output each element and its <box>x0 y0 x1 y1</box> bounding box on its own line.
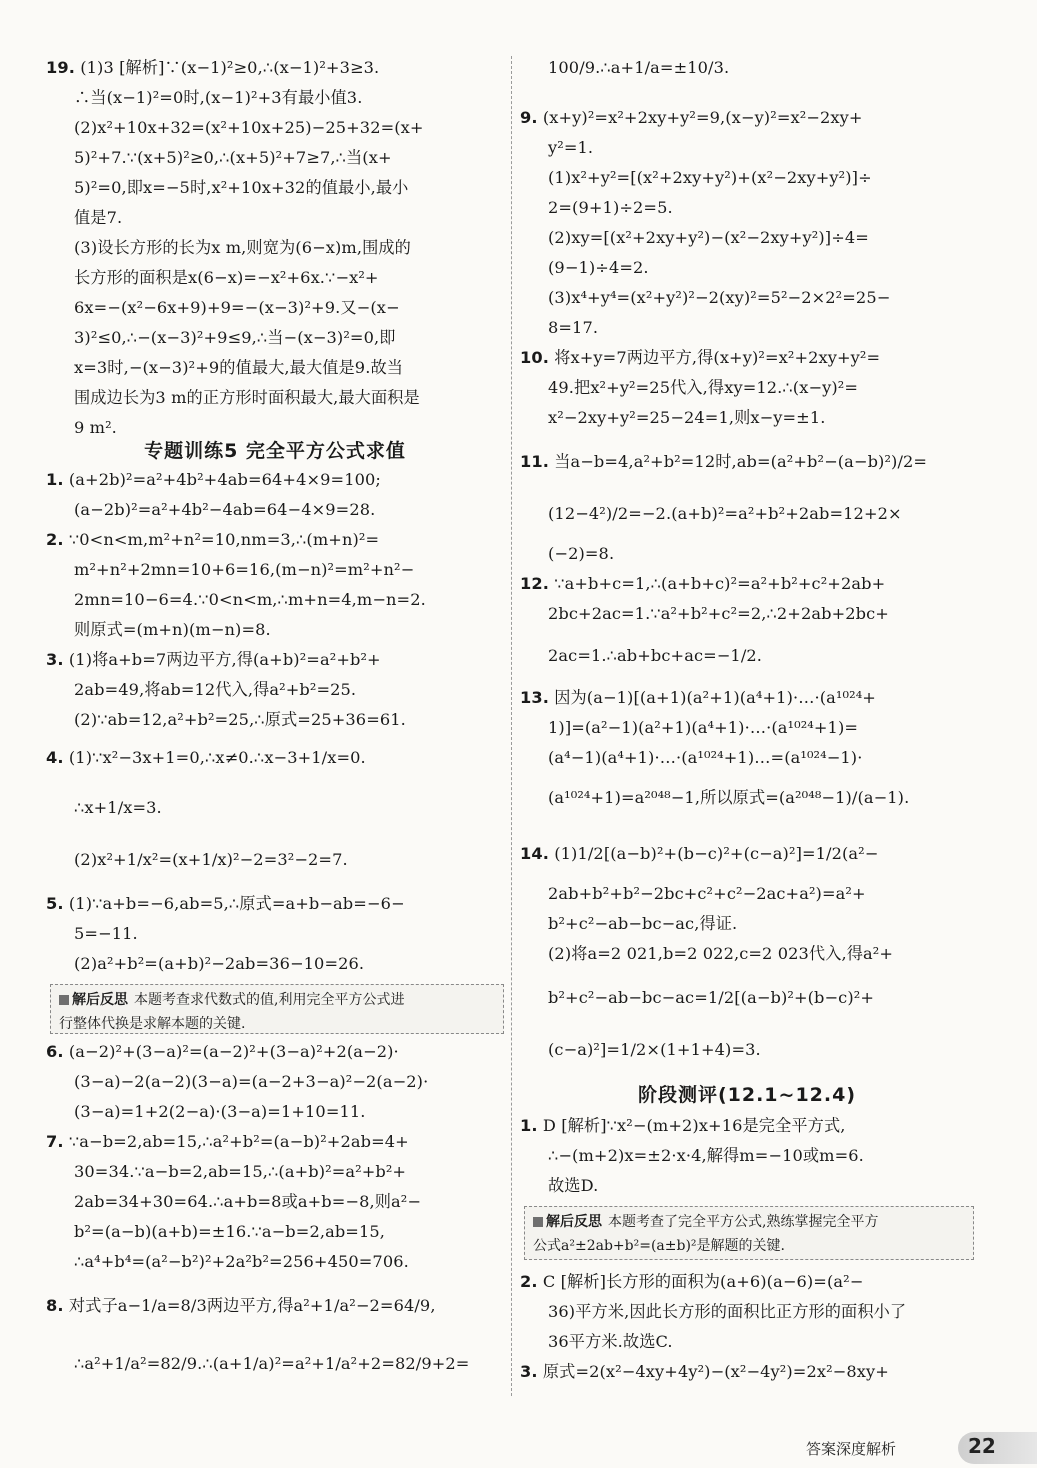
answer-text: b²+c²−ab−bc−ac=1/2[(a−b)²+(b−c)²+ <box>548 988 874 1007</box>
answer-text: (1)x²+y²=[(x²+2xy+y²)+(x²−2xy+y²)]÷ <box>548 168 872 187</box>
answer-text: 100/9.∴a+1/a=±10/3. <box>548 58 730 77</box>
answer-text: (a⁴−1)(a⁴+1)·…·(a¹⁰²⁴+1)…=(a¹⁰²⁴−1)· <box>548 748 863 767</box>
answer-line <box>520 688 876 708</box>
answer-text: 36平方米.故选C. <box>548 1332 673 1351</box>
answer-text: ∴a²+1/a²=82/9.∴(a+1/a)²=a²+1/a²+2=82/9+2= <box>74 1354 470 1373</box>
answer-line <box>548 228 869 248</box>
answer-line <box>520 844 878 864</box>
answer-text: (a−2)²+(3−a)²=(a−2)²+(3−a)²+2(a−2)· <box>68 1042 399 1061</box>
answer-line <box>74 238 411 258</box>
column-divider <box>511 56 512 1396</box>
answer-line <box>74 1222 385 1242</box>
answer-line <box>548 318 598 338</box>
answer-text: (1)3 [解析]∵(x−1)²≥0,∴(x−1)²+3≥3. <box>80 58 380 77</box>
answer-line <box>548 288 890 308</box>
answer-line <box>520 1116 846 1136</box>
question-number: 6. <box>46 1042 64 1061</box>
answer-text: ∵a+b+c=1,∴(a+b+c)²=a²+b²+c²+2ab+ <box>554 574 886 593</box>
answer-line <box>74 1192 421 1212</box>
answer-line <box>74 798 162 818</box>
answer-text: (3)设长方形的长为x m,则宽为(6−x)m,围成的 <box>74 238 411 257</box>
question-number: 2. <box>46 530 64 549</box>
question-number: 13. <box>520 688 549 707</box>
answer-text: 8=17. <box>548 318 599 337</box>
answer-line <box>46 58 379 78</box>
question-number: 1. <box>46 470 64 489</box>
answer-text: ∴−(m+2)x=±2·x·4,解得m=−10或m=6. <box>548 1146 864 1165</box>
answer-line <box>74 328 396 348</box>
section-title-stage-test: 阶段测评(12.1~12.4) <box>637 1084 857 1106</box>
answer-text: 3)²≤0,∴−(x−3)²+9≤9,∴当−(x−3)²=0,即 <box>74 328 396 347</box>
answer-text: 2bc+2ac=1.∵a²+b²+c²=2,∴2+2ab+2bc+ <box>548 604 889 623</box>
answer-line <box>74 148 392 168</box>
answer-text: (12−4²)/2=−2.(a+b)²=a²+b²+2ab=12+2× <box>548 504 902 523</box>
answer-line <box>548 168 872 188</box>
answer-text: ∴a⁴+b⁴=(a²−b²)²+2a²b²=256+450=706. <box>74 1252 409 1271</box>
answer-text: y²=1. <box>548 138 594 157</box>
question-number: 11. <box>520 452 549 471</box>
answer-line <box>74 418 117 438</box>
answer-line <box>74 620 271 640</box>
answer-text: (a+2b)²=a²+4b²+4ab=64+4×9=100; <box>68 470 381 489</box>
answer-text: (3)x⁴+y⁴=(x²+y²)²−2(xy)²=5²−2×2²=25− <box>548 288 891 307</box>
answer-text: 5=−11. <box>74 924 138 943</box>
question-number: 12. <box>520 574 549 593</box>
answer-line <box>74 118 424 138</box>
answer-text: (1)∵a+b=−6,ab=5,∴原式=a+b−ab=−6− <box>68 894 405 913</box>
answer-line <box>548 198 673 218</box>
answer-text: 5)²=0,即x=−5时,x²+10x+32的值最小,最小 <box>74 178 409 197</box>
answer-text: 则原式=(m+n)(m−n)=8. <box>74 620 271 639</box>
answer-text: (2)∵ab=12,a²+b²=25,∴原式=25+36=61. <box>74 710 406 729</box>
answer-text: (a−2b)²=a²+4b²−4ab=64−4×9=28. <box>74 500 376 519</box>
answer-line <box>520 1272 863 1292</box>
answer-line <box>74 500 375 520</box>
question-number: 10. <box>520 348 549 367</box>
answer-line <box>548 944 893 964</box>
answer-text: (2)a²+b²=(a+b)²−2ab=36−10=26. <box>74 954 365 973</box>
answer-text: (x+y)²=x²+2xy+y²=9,(x−y)²=x²−2xy+ <box>542 108 863 127</box>
answer-line <box>520 1362 889 1382</box>
answer-text: m²+n²+2mn=10+6=16,(m−n)²=m²+n²− <box>74 560 415 579</box>
answer-line <box>46 748 366 768</box>
answer-line <box>548 504 902 524</box>
answer-line <box>74 1354 469 1374</box>
reflection-note: 解后反思 本题考查了完全平方公式,熟练掌握完全平方 公式a²±2ab+b²=(a±b)²是解题的关键. <box>524 1206 974 1260</box>
answer-text: 故选D. <box>548 1176 599 1195</box>
answer-text: ∵a−b=2,ab=15,∴a²+b²=(a−b)²+2ab=4+ <box>68 1132 409 1151</box>
answer-text: 围成边长为3 m的正方形时面积最大,最大面积是 <box>74 388 420 407</box>
answer-line <box>74 924 138 944</box>
answer-text: 2ab+b²+b²−2bc+c²+c²−2ac+a²)=a²+ <box>548 884 866 903</box>
question-number: 9. <box>520 108 538 127</box>
answer-text: 值是7. <box>74 208 123 227</box>
question-number: 4. <box>46 748 64 767</box>
answer-text: 1)]=(a²−1)(a²+1)(a⁴+1)·…·(a¹⁰²⁴+1)= <box>548 718 859 737</box>
answer-line <box>46 894 405 914</box>
answer-line <box>74 208 122 228</box>
answer-text: (9−1)÷4=2. <box>548 258 649 277</box>
answer-line <box>548 914 737 934</box>
answer-line <box>74 358 403 378</box>
question-number: 19. <box>46 58 75 77</box>
answer-line <box>74 1072 428 1092</box>
question-number: 5. <box>46 894 64 913</box>
note-square-icon <box>59 995 69 1005</box>
answer-text: 2ab=34+30=64.∴a+b=8或a+b=−8,则a²− <box>74 1192 422 1211</box>
answer-text: (3−a)=1+2(2−a)·(3−a)=1+10=11. <box>74 1102 366 1121</box>
answer-line <box>74 954 364 974</box>
answer-line <box>548 138 593 158</box>
answer-text: 当a−b=4,a²+b²=12时,ab=(a²+b²−(a−b)²)/2= <box>554 452 928 471</box>
answer-text: (1)1/2[(a−b)²+(b−c)²+(c−a)²]=1/2(a²− <box>554 844 879 863</box>
question-number: 1. <box>520 1116 538 1135</box>
answer-line <box>548 378 858 398</box>
answer-text: 49.把x²+y²=25代入,得xy=12.∴(x−y)²= <box>548 378 859 397</box>
answer-text: 将x+y=7两边平方,得(x+y)²=x²+2xy+y²= <box>554 348 881 367</box>
answer-text: (1)∵x²−3x+1=0,∴x≠0.∴x−3+1/x=0. <box>68 748 366 767</box>
answer-line <box>520 574 885 594</box>
answer-text: 2mn=10−6=4.∵0<n<m,∴m+n=4,m−n=2. <box>74 590 426 609</box>
answer-text: 9 m². <box>74 418 117 437</box>
answer-line <box>74 1162 406 1182</box>
answer-text: 5)²+7.∵(x+5)²≥0,∴(x+5)²+7≥7,∴当(x+ <box>74 148 392 167</box>
answer-text: (3−a)−2(a−2)(3−a)=(a−2+3−a)²−2(a−2)· <box>74 1072 429 1091</box>
answer-text: b²=(a−b)(a+b)=±16.∵a−b=2,ab=15, <box>74 1222 386 1241</box>
answer-text: C [解析]长方形的面积为(a+6)(a−6)=(a²− <box>542 1272 864 1291</box>
answer-line <box>74 680 356 700</box>
answer-text: ∴当(x−1)²=0时,(x−1)²+3有最小值3. <box>74 88 363 107</box>
question-number: 7. <box>46 1132 64 1151</box>
answer-text: 长方形的面积是x(6−x)=−x²+6x.∵−x²+ <box>74 268 379 287</box>
footer-label: 答案深度解析 <box>806 1440 897 1458</box>
answer-line <box>548 1302 906 1322</box>
answer-text: 30=34.∵a−b=2,ab=15,∴(a+b)²=a²+b²+ <box>74 1162 407 1181</box>
answer-text: (2)将a=2 021,b=2 022,c=2 023代入,得a²+ <box>548 944 894 963</box>
section-title-training-5: 专题训练5 完全平方公式求值 <box>144 440 406 462</box>
answer-text: (2)x²+10x+32=(x²+10x+25)−25+32=(x+ <box>74 118 424 137</box>
answer-line <box>520 348 880 368</box>
answer-line <box>46 1042 399 1062</box>
answer-text: b²+c²−ab−bc−ac,得证. <box>548 914 738 933</box>
answer-text: (c−a)²]=1/2×(1+1+4)=3. <box>548 1040 761 1059</box>
answer-text: (2)x²+1/x²=(x+1/x)²−2=3²−2=7. <box>74 850 348 869</box>
answer-line <box>548 258 649 278</box>
answer-text: ∵0<n<m,m²+n²=10,nm=3,∴(m+n)²= <box>68 530 380 549</box>
answer-line <box>548 718 858 738</box>
answer-line <box>74 88 362 108</box>
question-number: 3. <box>520 1362 538 1381</box>
answer-text: (−2)=8. <box>548 544 615 563</box>
answer-line <box>548 408 825 428</box>
answer-text: (2)xy=[(x²+2xy+y²)−(x²−2xy+y²)]÷4= <box>548 228 869 247</box>
answer-line <box>74 1252 409 1272</box>
answer-text: D [解析]∵x²−(m+2)x+16是完全平方式, <box>542 1116 846 1135</box>
answer-line <box>548 988 874 1008</box>
answer-text: x=3时,−(x−3)²+9的值最大,最大值是9.故当 <box>74 358 404 377</box>
answer-line <box>46 530 379 550</box>
answer-text: ∴x+1/x=3. <box>74 798 162 817</box>
answer-line <box>548 544 614 564</box>
answer-text: (1)将a+b=7两边平方,得(a+b)²=a²+b²+ <box>68 650 381 669</box>
answer-line <box>548 1332 673 1352</box>
answer-text: 原式=2(x²−4xy+4y²)−(x²−4y²)=2x²−8xy+ <box>542 1362 889 1381</box>
answer-text: (a¹⁰²⁴+1)=a²⁰⁴⁸−1,所以原式=(a²⁰⁴⁸−1)/(a−1). <box>548 788 910 807</box>
answer-text: 2ab=49,将ab=12代入,得a²+b²=25. <box>74 680 357 699</box>
question-number: 2. <box>520 1272 538 1291</box>
answer-text: 对式子a−1/a=8/3两边平方,得a²+1/a²−2=64/9, <box>68 1296 436 1315</box>
answer-line <box>548 646 762 666</box>
answer-line <box>74 298 400 318</box>
answer-line <box>74 590 426 610</box>
answer-line <box>548 58 729 78</box>
answer-text: 因为(a−1)[(a+1)(a²+1)(a⁴+1)·…·(a¹⁰²⁴+ <box>554 688 876 707</box>
note-square-icon <box>533 1217 543 1227</box>
answer-line <box>548 1176 598 1196</box>
answer-line <box>548 748 862 768</box>
answer-line <box>548 788 909 808</box>
answer-line <box>74 710 406 730</box>
question-number: 8. <box>46 1296 64 1315</box>
answer-text: 36)平方米,因此长方形的面积比正方形的面积小了 <box>548 1302 907 1321</box>
answer-text: 6x=−(x²−6x+9)+9=−(x−3)²+9.又−(x− <box>74 298 400 317</box>
answer-line <box>46 1296 436 1316</box>
answer-line <box>548 604 889 624</box>
answer-line <box>74 388 420 408</box>
answer-line <box>46 650 381 670</box>
question-number: 14. <box>520 844 549 863</box>
answer-line <box>520 452 927 472</box>
answer-line <box>74 850 348 870</box>
answer-line <box>548 1146 864 1166</box>
answer-text: 2ac=1.∴ab+bc+ac=−1/2. <box>548 646 763 665</box>
page-number: 22 <box>968 1434 996 1458</box>
reflection-note: 解后反思 本题考查求代数式的值,利用完全平方公式进 行整体代换是求解本题的关键. <box>50 984 504 1034</box>
answer-line <box>46 470 381 490</box>
answer-line <box>548 1040 761 1060</box>
answer-line <box>46 1132 409 1152</box>
answer-line <box>74 560 414 580</box>
answer-line <box>74 268 379 288</box>
question-number: 3. <box>46 650 64 669</box>
answer-line <box>74 178 408 198</box>
answer-line <box>520 108 863 128</box>
answer-line <box>74 1102 366 1122</box>
answer-text: 2=(9+1)÷2=5. <box>548 198 673 217</box>
answer-line <box>548 884 866 904</box>
answer-text: x²−2xy+y²=25−24=1,则x−y=±1. <box>548 408 826 427</box>
